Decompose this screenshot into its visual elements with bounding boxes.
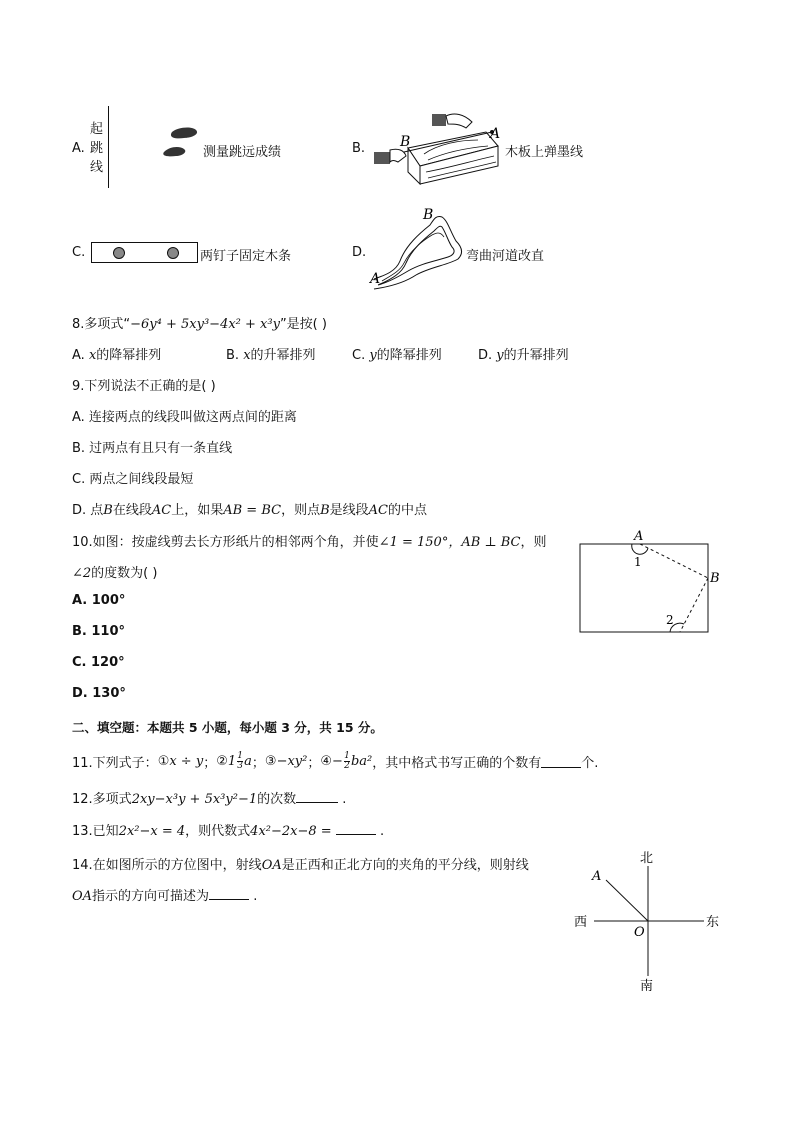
- q8-option-c-var: y: [369, 348, 377, 363]
- q12-polynomial: 2xy−x³y + 5x³y²−1: [131, 792, 258, 807]
- q11-prefix: 11.下列式子：: [72, 756, 158, 771]
- q14-text: 指示的方向可描述为: [92, 889, 210, 904]
- q11-end: 个.: [581, 756, 599, 771]
- q10-stem-line2: [72, 562, 157, 581]
- q8-option-b[interactable]: [226, 344, 316, 363]
- q7-take-off-char-1: 起: [90, 122, 104, 137]
- q12-stem: [72, 788, 346, 807]
- q10-option-d[interactable]: D. 130°: [72, 686, 126, 701]
- q10-rectangle-figure: [574, 526, 730, 638]
- q14-west-label: 西: [574, 915, 588, 930]
- q7-b-point-a: A: [490, 126, 501, 142]
- q11-expr-4-num: 1: [344, 751, 350, 761]
- q11-circled-2: ②: [216, 754, 228, 769]
- q10-option-c[interactable]: C. 120°: [72, 655, 125, 670]
- q14-point-o: O: [634, 925, 645, 940]
- q7-wood-strip: [91, 242, 198, 263]
- q8-option-d-var: y: [496, 348, 504, 363]
- q8-option-d[interactable]: [478, 344, 569, 363]
- q11-expr-4-fraction: [344, 752, 350, 771]
- q9-d-math: AC: [151, 503, 172, 518]
- q13-prefix: 13.已知: [72, 824, 119, 839]
- section-fill-in-title: 二、填空题：本题共 5 小题，每小题 3 分，共 15 分。: [72, 720, 383, 735]
- q7-option-d-label: D.: [352, 245, 367, 260]
- q13-mid: ，则代数式: [185, 824, 251, 839]
- q14-ray-oa: OA: [72, 889, 93, 904]
- q8-stem-prefix: 8.多项式“: [72, 317, 131, 332]
- q10-stem-text: 10.如图：按虚线剪去长方形纸片的相邻两个角，并使: [72, 535, 379, 550]
- q8-option-a-label: A.: [72, 348, 89, 363]
- q11-expr-2-fraction: [237, 752, 243, 771]
- q8-option-a-var: x: [88, 348, 97, 363]
- q7-footprints-illustration: [158, 124, 204, 164]
- q8-stem-suffix: ”是按( ): [279, 317, 327, 332]
- q9-d-part: ，则点: [281, 503, 321, 518]
- q8-option-b-var: x: [243, 348, 251, 363]
- q7-take-off-char-2: 跳: [90, 141, 104, 156]
- q10-stem-line1: [72, 531, 547, 550]
- q11-expr-2-whole: 1: [227, 754, 237, 769]
- q7-option-b-text: 木板上弹墨线: [505, 145, 584, 160]
- q14-end: .: [253, 889, 258, 904]
- q11-expr-4-var: ba²: [350, 754, 373, 769]
- q9-option-b[interactable]: B. 过两点有且只有一条直线: [72, 441, 233, 456]
- q13-stem: [72, 820, 384, 839]
- q14-text: 14.在如图所示的方位图中，射线: [72, 858, 262, 873]
- q14-text: 是正西和正北方向的夹角的平分线，则射线: [281, 858, 529, 873]
- q10-point-b: B: [710, 571, 720, 586]
- q8-stem: [72, 313, 327, 332]
- q7-nail-right: [167, 247, 179, 259]
- q8-option-d-label: D.: [478, 348, 497, 363]
- q11-suffix: ，其中格式书写正确的个数有: [372, 756, 542, 771]
- q11-answer-blank[interactable]: [541, 755, 581, 768]
- q8-option-a[interactable]: [72, 344, 161, 363]
- q11-circled-1: ①: [157, 754, 170, 769]
- q7-option-d-text: 弯曲河道改直: [466, 249, 545, 264]
- q11-circled-4: ④: [320, 754, 333, 769]
- q9-option-c[interactable]: C. 两点之间线段最短: [72, 472, 194, 487]
- q7-nail-left: [113, 247, 125, 259]
- q13-answer-blank[interactable]: [336, 822, 376, 835]
- q12-prefix: 12.多项式: [72, 792, 132, 807]
- q11-sep: ；: [307, 756, 321, 771]
- q9-d-part: 在线段: [112, 503, 152, 518]
- q14-south-label: 南: [640, 979, 654, 994]
- q14-stem-line2: [72, 885, 257, 904]
- q10-angle-2: ∠2: [72, 566, 92, 581]
- q8-polynomial: −6y⁴ + 5xy³−4x² + x³y: [130, 317, 280, 332]
- q9-d-math: AB = BC: [223, 503, 282, 518]
- q12-suffix: 的次数: [257, 792, 297, 807]
- q11-circled-3: ③: [264, 754, 277, 769]
- q11-expr-2-num: 1: [237, 751, 243, 761]
- q7-take-off-char-3: 线: [90, 160, 104, 175]
- q8-option-c-text: 的降幂排列: [376, 348, 442, 363]
- q11-expr-3: −xy²: [276, 754, 308, 769]
- q9-d-part: 的中点: [388, 503, 428, 518]
- q8-option-b-label: B.: [226, 348, 244, 363]
- q9-option-d[interactable]: [72, 499, 427, 518]
- q10-angle-2-label: 2: [666, 613, 674, 627]
- q9-option-a[interactable]: A. 连接两点的线段叫做这两点间的距离: [72, 410, 297, 425]
- q13-end: .: [379, 824, 385, 839]
- q8-option-a-text: 的降幂排列: [96, 348, 162, 363]
- q8-option-d-text: 的升幂排列: [503, 348, 569, 363]
- q7-option-c-text: 两钉子固定木条: [200, 249, 292, 264]
- q7-option-a-label: A.: [72, 141, 85, 156]
- q10-stem-text: 的度数为( ): [91, 566, 158, 581]
- q12-end: .: [342, 792, 347, 807]
- q14-north-label: 北: [640, 851, 654, 866]
- q13-expression: 4x²−2x−8 =: [250, 824, 332, 839]
- q7-take-off-line-label: [90, 120, 103, 177]
- q11-expr-4-den: 2: [344, 761, 350, 771]
- q7-ink-line-board-illustration: [368, 110, 508, 185]
- q11-expr-2-var: a: [244, 754, 252, 769]
- q11-expr-2-den: 3: [237, 761, 243, 771]
- q14-east-label: 东: [706, 915, 720, 930]
- q9-d-part: 是线段: [329, 503, 369, 518]
- q7-river-illustration: [368, 205, 468, 290]
- q10-option-b[interactable]: B. 110°: [72, 624, 126, 639]
- q9-d-part: D. 点: [72, 503, 104, 518]
- q14-ray-oa: OA: [261, 858, 282, 873]
- q7-option-c-label: C.: [72, 245, 86, 260]
- q14-stem-line1: [72, 854, 529, 873]
- q14-answer-blank[interactable]: [209, 887, 249, 900]
- q11-stem: [72, 752, 598, 771]
- q8-option-c[interactable]: [352, 344, 442, 363]
- q11-expr-4-sign: −: [332, 754, 343, 769]
- q10-angle-1-label: 1: [634, 555, 642, 569]
- q10-point-a: A: [634, 529, 644, 544]
- q13-condition: 2x²−x = 4: [118, 824, 186, 839]
- q10-stem-text: ，则: [520, 535, 547, 550]
- q9-d-math: AC: [368, 503, 388, 518]
- q9-stem: 9.下列说法不正确的是( ): [72, 379, 216, 394]
- q14-point-a: A: [592, 869, 602, 884]
- q8-option-b-text: 的升幂排列: [250, 348, 316, 363]
- q7-option-a-text: 测量跳远成绩: [203, 145, 282, 160]
- q7-option-b-label: B.: [352, 141, 366, 156]
- q11-sep: ；: [203, 756, 217, 771]
- q8-option-c-label: C.: [352, 348, 370, 363]
- q10-option-a[interactable]: A. 100°: [72, 593, 126, 608]
- q10-stem-math: ∠1 = 150°，AB ⊥ BC: [378, 535, 521, 550]
- q7-b-point-b: B: [400, 134, 411, 150]
- q9-d-math: B: [103, 503, 113, 518]
- q7-take-off-line: [108, 106, 109, 188]
- q7-d-point-b: B: [423, 207, 434, 223]
- q11-expr-1: x ÷ y: [169, 754, 204, 769]
- q7-d-point-a: A: [370, 271, 381, 287]
- q9-d-math: B: [320, 503, 330, 518]
- q9-d-part: 上，如果: [171, 503, 224, 518]
- q11-sep: ；: [251, 756, 265, 771]
- q12-answer-blank[interactable]: [296, 790, 338, 803]
- q14-compass-figure: [566, 848, 726, 998]
